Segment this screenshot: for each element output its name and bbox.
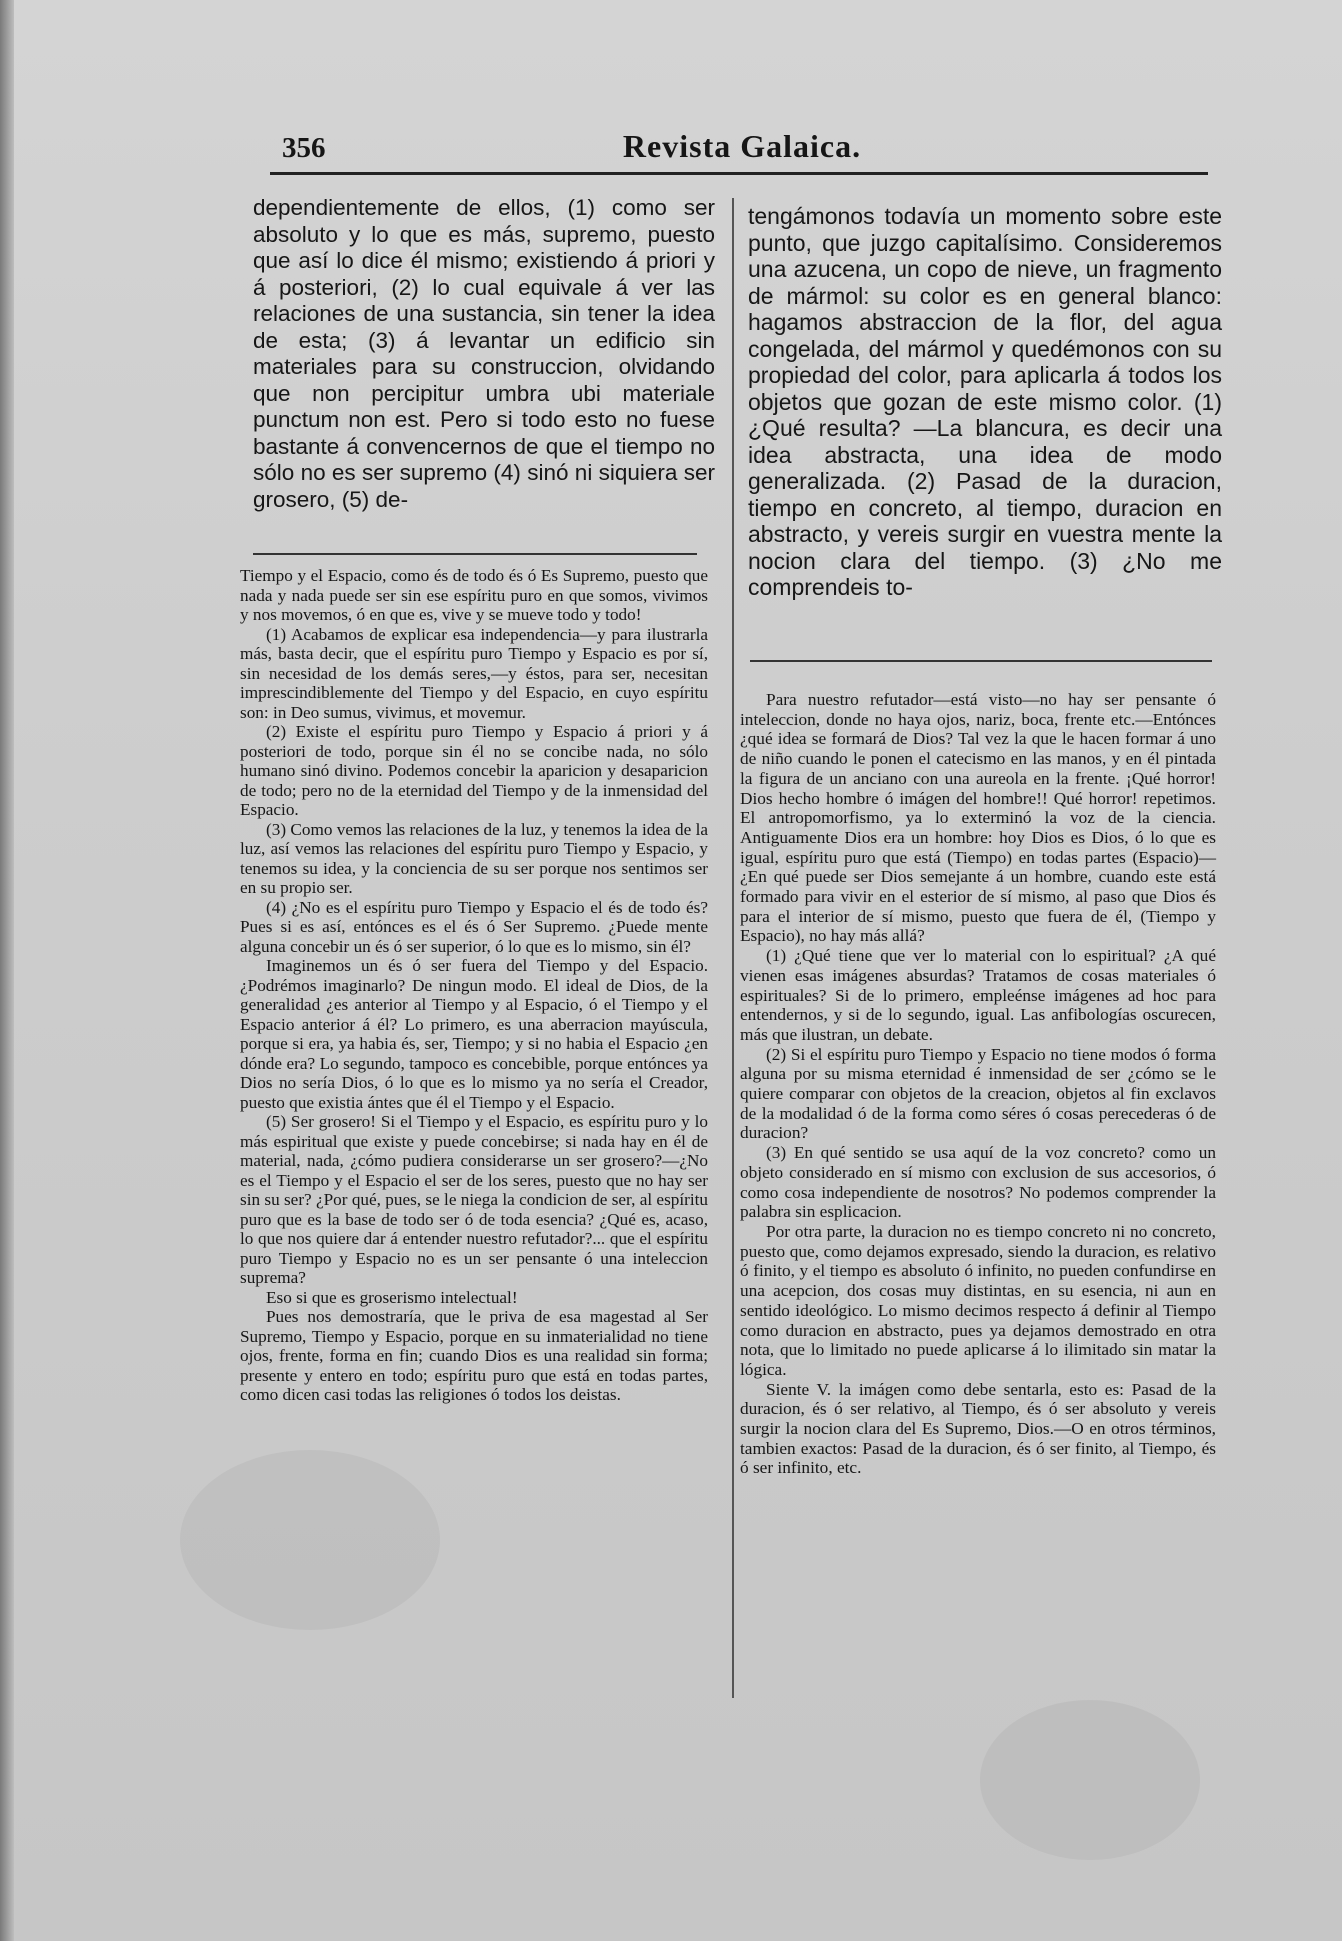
footnote-paragraph: (2) Existe el espíritu puro Tiempo y Espacio á priori y á posteriori de todo, porque sin él no se concibe nada, no sólo humano sinó divino. Podemos concebir la aparicion y desaparicion de todo; pero no de la eternidad del Tiempo y de la inmensidad del Espacio. bbox=[240, 722, 708, 819]
footnote-paragraph: (5) Ser grosero! Si el Tiempo y el Espacio, es espíritu puro y lo más espiritual que existe y puede concebirse; si nada hay en él de material, nada, ¿cómo pudiera considerarse un ser grosero?—¿No es el Tiempo y el Espacio el ser de los seres, puesto que no hay ser sin su ser? ¿Por qué, pues, se le niega la condicion de ser, al espíritu puro que es la base de todo ser ó de toda esencia? ¿Qué es, acaso, lo que nos quiere dar á entender nuestro refutador?... que el espíritu puro Tiempo y Espacio no es un ser pensante ó una inteleccion suprema? bbox=[240, 1112, 708, 1287]
footnote-paragraph: (3) Como vemos las relaciones de la luz, y tenemos la idea de la luz, así vemos las relaciones del espíritu puro Tiempo y Espacio, y tenemos su idea, y la conciencia de su ser porque nos sentimos ser en su propio ser. bbox=[240, 819, 708, 897]
header-rule bbox=[270, 172, 1208, 175]
column-divider bbox=[732, 198, 734, 1698]
footnote-rule-left bbox=[253, 553, 697, 555]
footnotes-right-column bbox=[740, 690, 1216, 1478]
footnotes-left-column bbox=[240, 566, 708, 1405]
footnote-paragraph: Tiempo y el Espacio, como és de todo és ó Es Supremo, puesto que nada y nada puede ser sin ese espíritu puro en que somos, vivimos y nos movemos, ó en que es, vive y se mueve todo y todo! bbox=[240, 566, 708, 624]
journal-title: Revista Galaica. bbox=[622, 128, 862, 164]
main-text-left-column bbox=[253, 195, 715, 513]
footnote-paragraph: Eso si que es groserismo intelectual! bbox=[266, 1287, 518, 1307]
footnote-paragraph: Siente V. la imágen como debe sentarla, esto es: Pasad de la duracion, és ó ser relativo, al Tiempo, és ó ser absoluto y vereis surgir la nocion clara del Es Supremo, Dios.—O en otros términos, tambien exactos: Pasad de la duracion, és ó ser finito, al Tiempo, és ó ser infinito, etc. bbox=[740, 1379, 1216, 1478]
running-head bbox=[282, 128, 1200, 172]
footnote-paragraph: (3) En qué sentido se usa aquí de la voz concreto? como un objeto considerado en sí mismo con exclusion de sus accesorios, ó como cosa independiente de nosotros? No podemos comprender la palabra sin esplicacion. bbox=[740, 1143, 1216, 1222]
footnote-paragraph: (4) ¿No es el espíritu puro Tiempo y Espacio el és de todo és? Pues si es así, entónces es el és ó Ser Supremo. ¿Puede mente alguna concebir un és ó ser superior, ó lo que es lo mismo, sin él? bbox=[240, 897, 708, 956]
paper-stain bbox=[180, 1450, 440, 1630]
binding-edge bbox=[0, 0, 14, 1941]
footnote-rule-right bbox=[750, 660, 1212, 662]
footnote-paragraph: Pues nos demostraría, que le priva de esa magestad al Ser Supremo, Tiempo y Espacio, porque en su inmaterialidad no tiene ojos, frente, forma en fin; cuando Dios es una realidad sin forma; presente y entero en todo; espíritu puro que está en todas partes, como dicen casi todas las religiones ó todos los deistas. bbox=[240, 1307, 708, 1404]
footnote-paragraph: (1) ¿Qué tiene que ver lo material con lo espiritual? ¿A qué vienen esas imágenes absurdas? Tratamos de cosas materiales ó espirituales? Si de lo primero, empleénse imágenes ad hoc para entendernos, y si de lo segundo, igual. Las anfibologías oscurecen, más que ilustran, un debate. bbox=[740, 946, 1216, 1044]
footnote-paragraph: (2) Si el espíritu puro Tiempo y Espacio no tiene modos ó forma alguna por su misma eternidad é inmensidad de ser ¿cómo se le quiere comparar con objetos de la creacion, objetos al fin exclavos de la modalidad ó de la forma como séres ó cosas perecederas ó de duracion? bbox=[740, 1044, 1216, 1143]
footnote-paragraph: Para nuestro refutador—está visto—no hay ser pensante ó inteleccion, donde no haya ojos, nariz, boca, frente etc.—Entónces ¿qué idea se formará de Dios? Tal vez la que le hacen formar á uno de niño cuando le ponen el catecismo en las manos, y en él pintada la figura de un anciano con una aureola en la frente. ¡Qué horror! Dios hecho hombre ó imágen del hombre!! Qué horror! repetimos. El antropomorfismo, ya lo exterminó la voz de la ciencia. Antiguamente Dios era un hombre: hoy Dios es Dios, ó lo que es igual, espíritu puro que está (Tiempo) en todas partes (Espacio)—¿En qué puede ser Dios semejante á un hombre, cuando este está formado para vivir en el esterior de sí mismo, al paso que Dios és para el interior de sí mismo, puesto que fuera de él, (Tiempo y Espacio), no hay más allá? bbox=[740, 690, 1216, 946]
main-paragraph-right: tengámonos todavía un momento sobre este punto, que juzgo capitalísimo. Consideremos una azucena, un copo de nieve, un fragmento de mármol: su color es en general blanco: hagamos abstraccion de la flor, del agua congelada, del mármol y quedémonos con su propiedad del color, para aplicarla á todos los objetos que gozan de este mismo color. (1) ¿Qué resulta? —La blancura, es decir una idea abstracta, una idea de modo generalizada. (2) Pasad de la duracion, tiempo en concreto, al tiempo, duracion en abstracto, y vereis surgir en vuestra mente la nocion clara del tiempo. (3) ¿No me comprendeis to- bbox=[748, 203, 1222, 600]
footnote-paragraph: Imaginemos un és ó ser fuera del Tiempo y del Espacio. ¿Podrémos imaginarlo? De ningun modo. El ideal de Dios, de la generalidad ¿es anterior al Tiempo y al Espacio, ó el Tiempo y el Espacio anterior á él? Lo primero, es una aberracion mayúscula, porque si era, ya habia és, ser, Tiempo; y si no habia el Espacio ¿en dónde era? Lo segundo, tampoco es concebible, porque entónces ya Dios no sería Dios, ó lo que es lo mismo ya no sería el Creador, puesto que existia ántes que él el Tiempo y el Espacio. bbox=[240, 956, 708, 1112]
footnote-paragraph: Por otra parte, la duracion no es tiempo concreto ni no concreto, puesto que, como dejamos expresado, siendo la duracion, es relativo ó finito, y el tiempo es absoluto ó infinito, no pueden confundirse en una acepcion, dos cosas muy distintas, en su esencia, ni aun en sentido ideológico. Lo mismo decimos respecto á definir al Tiempo como duracion en abstracto, pues ya dejamos demostrado en otra nota, que lo limitado no puede aplicarse á lo ilimitado sin matar la lógica. bbox=[740, 1221, 1216, 1379]
paper-stain bbox=[980, 1700, 1200, 1860]
main-text-right-column bbox=[748, 203, 1222, 601]
page-number: 356 bbox=[282, 132, 326, 164]
footnote-paragraph: (1) Acabamos de explicar esa independencia—y para ilustrarla más, basta decir, que el espíritu puro Tiempo y Espacio es por sí, sin necesidad de los demás seres,—y éstos, para ser, necesitan imprescindiblemente del Tiempo y del Espacio, en cuyo espíritu son: in Deo sumus, vivimus, et movemur. bbox=[240, 624, 708, 722]
main-paragraph-left: dependientemente de ellos, (1) como ser absoluto y lo que es más, supremo, puesto que así lo dice él mismo; existiendo á priori y á posteriori, (2) lo cual equivale á ver las relaciones de una sustancia, sin tener la idea de esta; (3) á levantar un edificio sin materiales para su construccion, olvidando que non percipitur umbra ubi materiale punctum non est. Pero si todo esto no fuese bastante á convencernos de que el tiempo no sólo no es ser supremo (4) sinó ni siquiera ser grosero, (5) de- bbox=[253, 195, 715, 512]
